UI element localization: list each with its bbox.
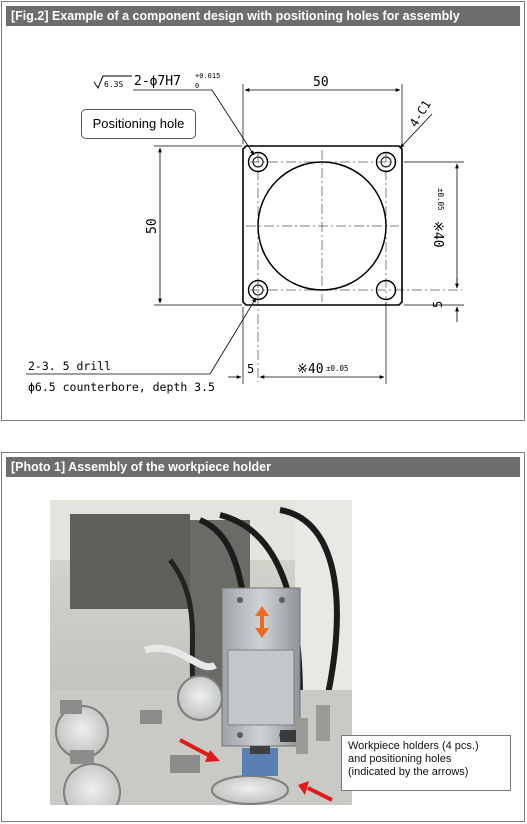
dim-left-height: 50: [145, 218, 160, 234]
caption-line: (indicated by the arrows): [348, 766, 469, 778]
caption-line: and positioning holes: [348, 753, 452, 765]
technical-drawing: [2, 30, 524, 420]
dim-bottom-pitch: ※40: [297, 362, 324, 377]
photo-panel: [1, 452, 525, 822]
tolerance-upper: +0.015: [195, 72, 221, 80]
dim-bottom-edge: 5: [247, 362, 255, 376]
hole-spec-text: 2-ϕ7H7: [134, 74, 181, 89]
dim-bottom-tol: ±0.05: [326, 364, 349, 373]
figure-header: [Fig.2] Example of a component design with positioning holes for assembly: [6, 6, 520, 26]
figure-panel: [1, 1, 525, 421]
dim-right-tol: ±0.05: [436, 188, 445, 211]
dim-right-pitch: ※40: [430, 221, 445, 248]
counterbore-text: ϕ6.5 counterbore, depth 3.5: [28, 380, 215, 394]
photo-header: [Photo 1] Assembly of the workpiece holder: [6, 457, 520, 477]
photo-caption: [341, 735, 511, 791]
plate-outline: [243, 146, 402, 305]
caption-line: Workpiece holders (4 pcs.): [348, 740, 479, 752]
drill-text: 2-3. 5 drill: [28, 359, 112, 373]
roughness-text: 6.3S: [104, 80, 124, 89]
workpiece-holder-photo: [50, 500, 352, 805]
chamfer-text: 4-C1: [406, 97, 434, 130]
tolerance-lower: 0: [195, 82, 200, 90]
dim-top-width: 50: [313, 75, 329, 90]
positioning-hole-callout: Positioning hole: [81, 109, 196, 139]
dim-right-edge: 5: [431, 300, 445, 308]
roughness-symbol: [94, 76, 132, 89]
